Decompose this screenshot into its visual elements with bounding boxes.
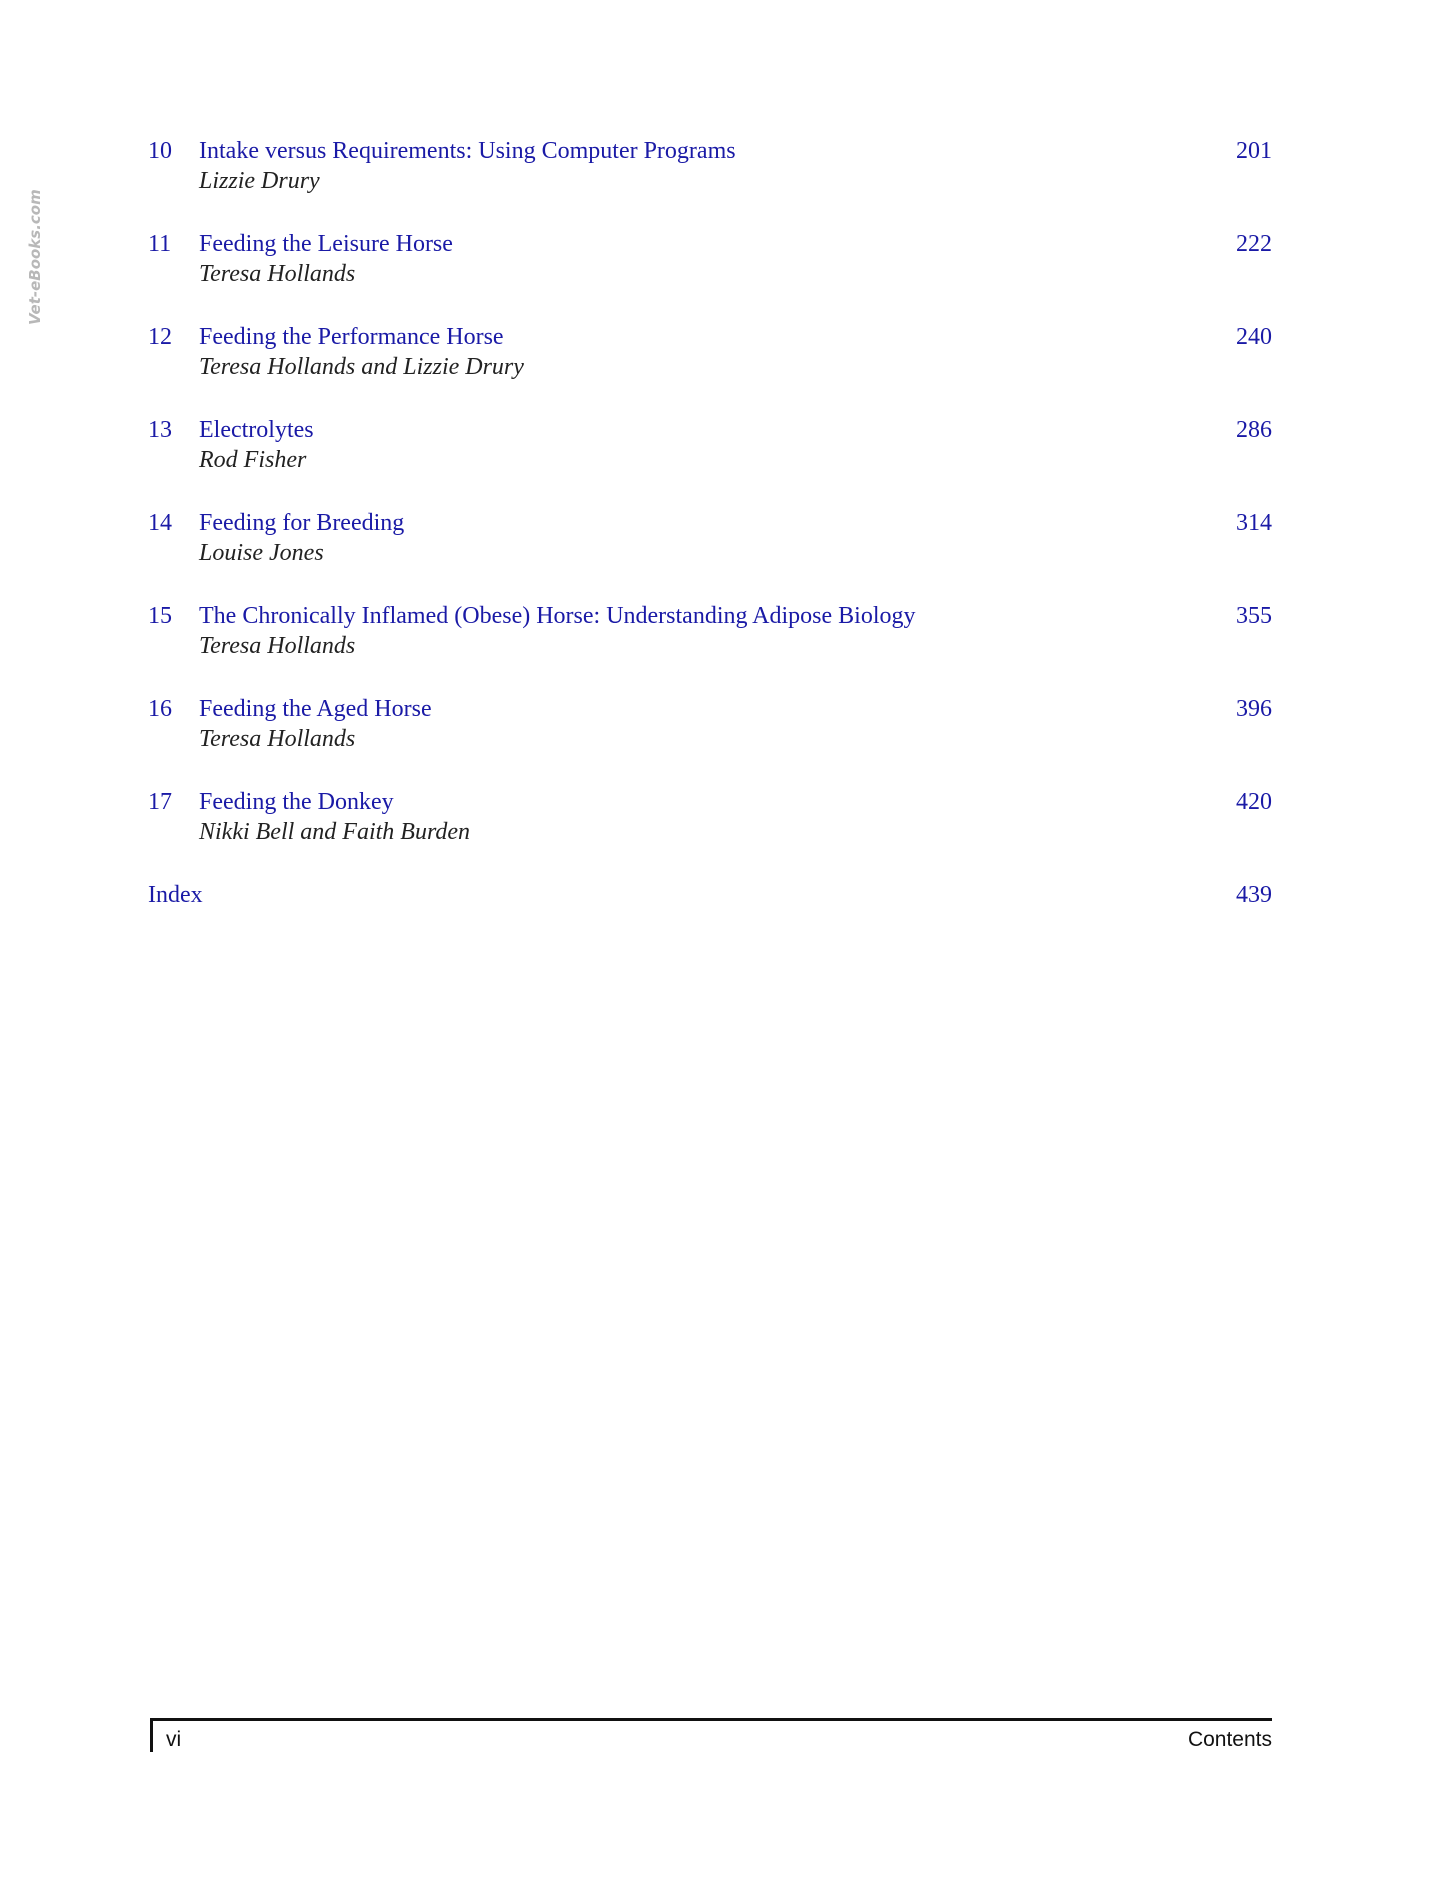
- chapter-number: 16: [148, 696, 172, 722]
- toc-entry-12[interactable]: [148, 322, 1272, 415]
- footer-page-number: vi: [166, 1728, 182, 1751]
- footer-rule: [150, 1718, 1272, 1721]
- chapter-page-link[interactable]: 355: [1236, 603, 1272, 629]
- toc-entry-14[interactable]: [148, 508, 1272, 601]
- index-title-link[interactable]: Index: [148, 882, 203, 908]
- chapter-number: 10: [148, 138, 172, 164]
- table-of-contents: [148, 136, 1272, 973]
- chapter-title-link[interactable]: Electrolytes: [199, 417, 314, 443]
- footer-rule-hook: [150, 1718, 153, 1752]
- chapter-author: Nikki Bell and Faith Burden: [199, 819, 471, 845]
- index-page-link[interactable]: 439: [1236, 882, 1272, 908]
- chapter-number: 12: [148, 324, 172, 350]
- chapter-number: 17: [148, 789, 172, 815]
- chapter-author: Teresa Hollands: [199, 726, 356, 752]
- footer-section-label: Contents: [1187, 1728, 1272, 1751]
- toc-entry-13[interactable]: [148, 415, 1272, 508]
- chapter-page-link[interactable]: 222: [1236, 231, 1272, 257]
- chapter-page-link[interactable]: 314: [1236, 510, 1272, 536]
- chapter-page-link[interactable]: 396: [1236, 696, 1272, 722]
- chapter-number: 14: [148, 510, 172, 536]
- chapter-page-link[interactable]: 240: [1236, 324, 1272, 350]
- toc-entry-17[interactable]: [148, 787, 1272, 880]
- chapter-title-link[interactable]: Feeding for Breeding: [199, 510, 405, 536]
- chapter-page-link[interactable]: 420: [1236, 789, 1272, 815]
- chapter-author: Teresa Hollands and Lizzie Drury: [199, 354, 524, 380]
- chapter-number: 15: [148, 603, 172, 629]
- chapter-page-link[interactable]: 201: [1236, 138, 1272, 164]
- chapter-page-link[interactable]: 286: [1236, 417, 1272, 443]
- toc-entry-11[interactable]: [148, 229, 1272, 322]
- chapter-author: Teresa Hollands: [199, 261, 356, 287]
- chapter-title-link[interactable]: Feeding the Leisure Horse: [199, 231, 453, 257]
- chapter-title-link[interactable]: Feeding the Aged Horse: [199, 696, 432, 722]
- chapter-number: 13: [148, 417, 172, 443]
- chapter-number: 11: [148, 231, 172, 257]
- chapter-title-link[interactable]: The Chronically Inflamed (Obese) Horse: Understanding Adipose Biology: [199, 603, 916, 629]
- chapter-title-link[interactable]: Feeding the Donkey: [199, 789, 394, 815]
- watermark: [6, 165, 76, 325]
- chapter-title-link[interactable]: Feeding the Performance Horse: [199, 324, 504, 350]
- toc-entry-10[interactable]: [148, 136, 1272, 229]
- chapter-author: Lizzie Drury: [199, 168, 320, 194]
- watermark-text: Vet-eBooks.com: [26, 189, 44, 325]
- chapter-author: Rod Fisher: [199, 447, 307, 473]
- chapter-title-link[interactable]: Intake versus Requirements: Using Computer Programs: [199, 138, 736, 164]
- chapter-author: Louise Jones: [199, 540, 324, 566]
- toc-entry-16[interactable]: [148, 694, 1272, 787]
- toc-entry-index[interactable]: [148, 880, 1272, 973]
- chapter-author: Teresa Hollands: [199, 633, 356, 659]
- toc-entry-15[interactable]: [148, 601, 1272, 694]
